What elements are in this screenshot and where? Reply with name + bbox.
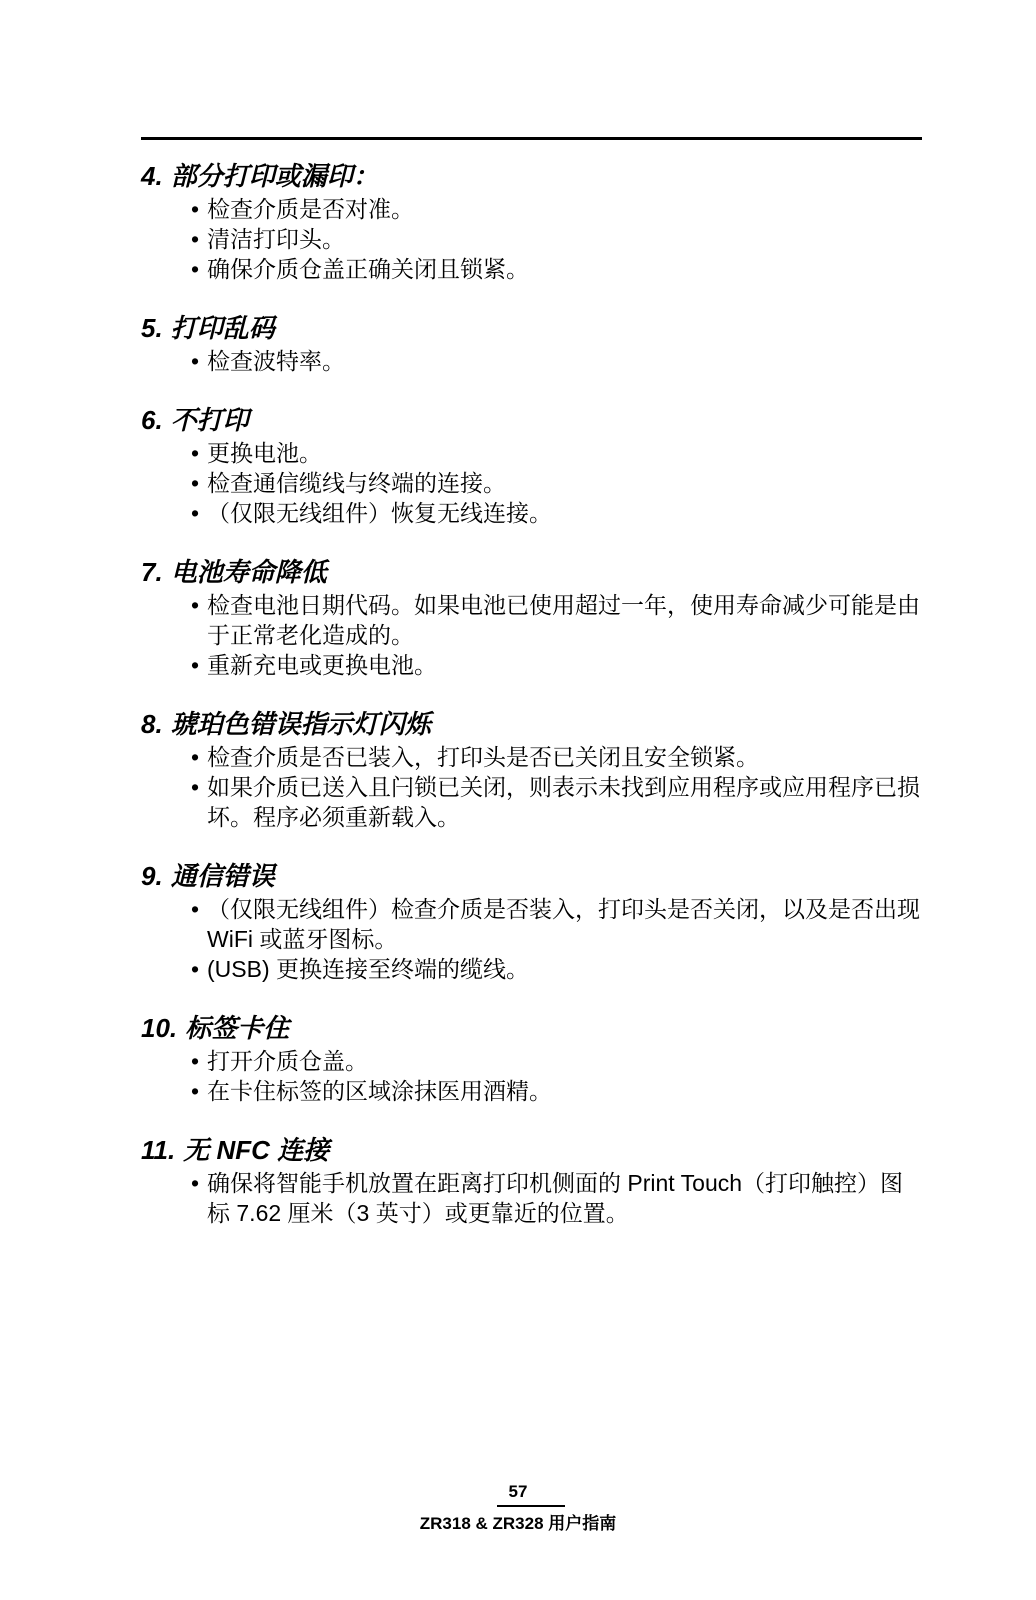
section-number: 8.	[141, 709, 163, 739]
list-item: • 打开介质仓盖。	[191, 1046, 922, 1076]
list-item: • 确保将智能手机放置在距离打印机侧面的 Print Touch（打印触控）图标 7.62 厘米（3 英寸）或更靠近的位置。	[191, 1168, 922, 1228]
bullet-list	[141, 346, 922, 376]
bullet-list	[141, 438, 922, 528]
list-item: • 检查波特率。	[191, 346, 922, 376]
list-item: • 检查通信缆线与终端的连接。	[191, 468, 922, 498]
section-number: 9.	[141, 861, 163, 891]
list-item: • 更换电池。	[191, 438, 922, 468]
list-item: • 检查介质是否对准。	[191, 194, 922, 224]
section-heading	[141, 1010, 922, 1046]
bullet-list	[141, 194, 922, 284]
section-title: 无 NFC 连接	[183, 1135, 330, 1165]
footer-title: ZR318 & ZR328 用户指南	[419, 1514, 617, 1533]
page-number: 57	[508, 1482, 528, 1501]
bullet-list	[141, 894, 922, 984]
section-heading	[141, 310, 922, 346]
section-title: 部分打印或漏印：	[170, 161, 379, 191]
list-item: • 确保介质仓盖正确关闭且锁紧。	[191, 254, 922, 284]
list-item: • （仅限无线组件）检查介质是否装入，打印头是否关闭，以及是否出现 WiFi 或蓝牙图标。	[191, 894, 922, 954]
section-title: 琥珀色错误指示灯闪烁	[170, 709, 431, 739]
section-9	[141, 858, 922, 984]
troubleshooting-content	[141, 158, 922, 1254]
bullet-list	[141, 1168, 922, 1228]
list-item: • 检查介质是否已装入，打印头是否已关闭且安全锁紧。	[191, 742, 922, 772]
section-5	[141, 310, 922, 376]
section-6	[141, 402, 922, 528]
section-heading	[141, 554, 922, 590]
section-8	[141, 706, 922, 832]
list-item: • 重新充电或更换电池。	[191, 650, 922, 680]
section-title: 打印乱码	[170, 313, 275, 343]
section-number: 4.	[141, 161, 163, 191]
list-item: • 检查电池日期代码。如果电池已使用超过一年，使用寿命减少可能是由于正常老化造成的。	[191, 590, 922, 650]
list-item: • 在卡住标签的区域涂抹医用酒精。	[191, 1076, 922, 1106]
list-item: • 如果介质已送入且闩锁已关闭，则表示未找到应用程序或应用程序已损坏。程序必须重新载入。	[191, 772, 922, 832]
list-item: • （仅限无线组件）恢复无线连接。	[191, 498, 922, 528]
section-heading	[141, 158, 922, 194]
bullet-list	[141, 590, 922, 680]
section-title: 通信错误	[170, 861, 275, 891]
section-title: 不打印	[170, 405, 249, 435]
section-number: 5.	[141, 313, 163, 343]
top-rule	[141, 137, 922, 140]
section-4	[141, 158, 922, 284]
section-number: 6.	[141, 405, 163, 435]
section-number: 10.	[141, 1013, 178, 1043]
section-heading	[141, 1132, 922, 1168]
section-title: 标签卡住	[185, 1013, 290, 1043]
bullet-list	[141, 742, 922, 832]
section-10	[141, 1010, 922, 1106]
bullet-list	[141, 1046, 922, 1106]
footer-rule	[497, 1505, 565, 1507]
section-heading	[141, 858, 922, 894]
section-11	[141, 1132, 922, 1228]
list-item: • 清洁打印头。	[191, 224, 922, 254]
section-7	[141, 554, 922, 680]
section-number: 7.	[141, 557, 163, 587]
section-heading	[141, 402, 922, 438]
section-heading	[141, 706, 922, 742]
section-title: 电池寿命降低	[170, 557, 327, 587]
list-item: • (USB) 更换连接至终端的缆线。	[191, 954, 922, 984]
section-number: 11.	[141, 1135, 176, 1165]
